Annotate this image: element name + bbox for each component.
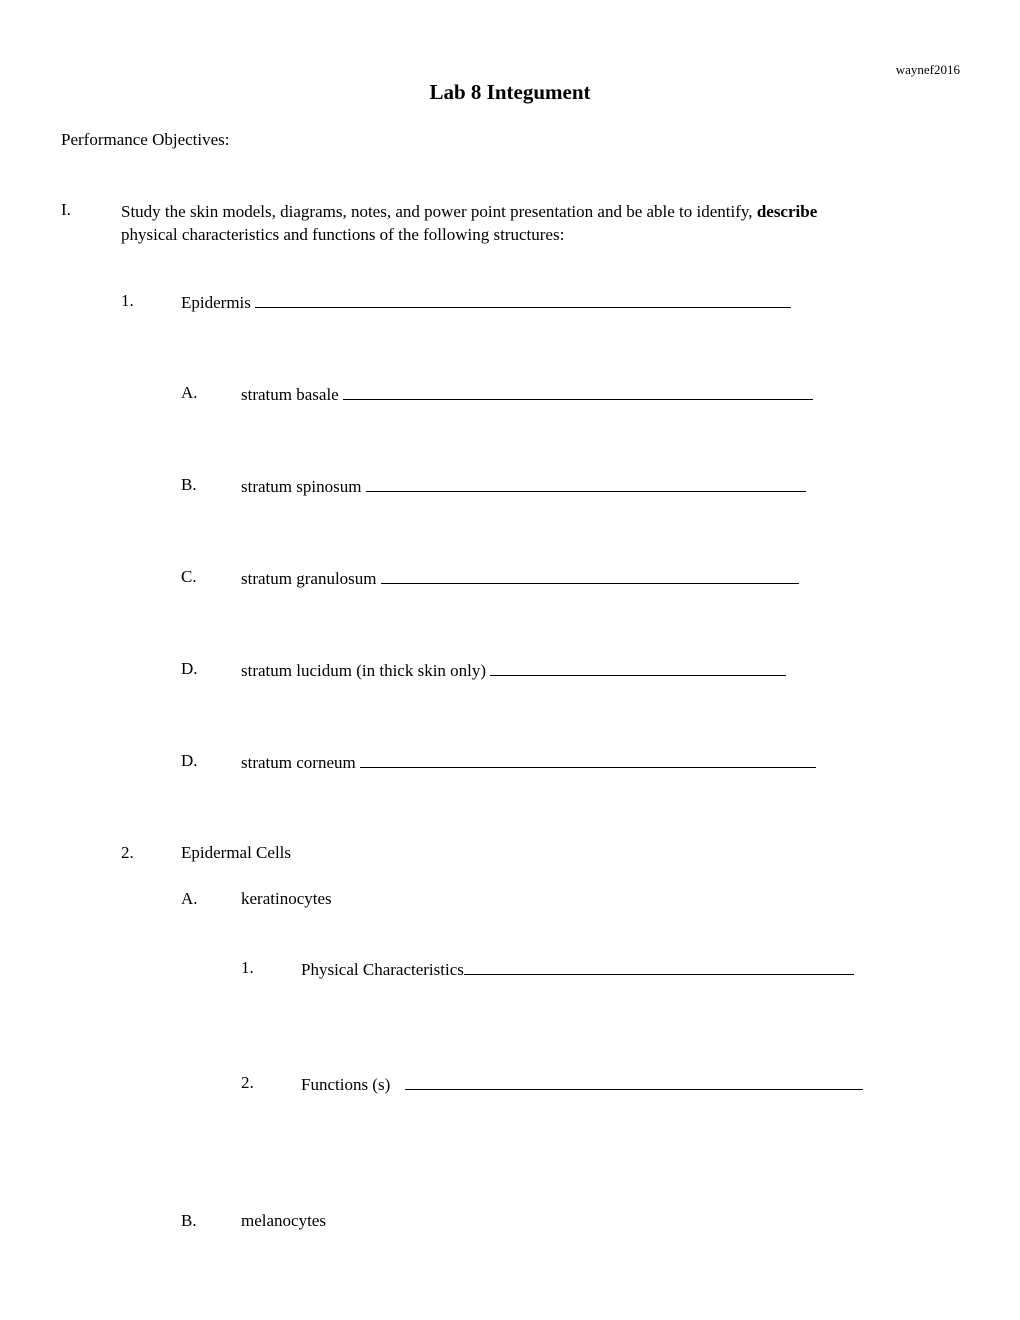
layer-letter: C.	[181, 567, 197, 586]
layer-label: stratum granulosum	[241, 569, 377, 588]
intro-text-start: Study the skin models, diagrams, notes, and power point presentation and be able to identify,	[121, 202, 757, 221]
answer-blank-stratum-lucidum[interactable]	[490, 659, 786, 676]
layer-letter: A.	[181, 383, 198, 402]
layer-label: stratum basale	[241, 385, 339, 404]
answer-blank-physical-characteristics[interactable]	[464, 958, 854, 975]
sub-label: Functions (s)	[301, 1075, 391, 1094]
layer-label: stratum spinosum	[241, 477, 362, 496]
item-label: Epidermis	[181, 293, 251, 312]
intro-bold-word: describe	[756, 202, 818, 221]
section-intro	[121, 200, 841, 246]
cell-label: keratinocytes	[241, 889, 332, 908]
page-title: Lab 8 Integument	[429, 80, 591, 104]
cell-label: melanocytes	[241, 1211, 326, 1230]
answer-blank-functions[interactable]	[405, 1073, 863, 1090]
sub-number: 2.	[241, 1073, 254, 1092]
answer-blank-epidermis[interactable]	[255, 291, 791, 308]
objectives-heading: Performance Objectives:	[61, 130, 230, 149]
intro-text-end: physical characteristics and functions of the following structures:	[121, 225, 565, 244]
sub-label: Physical Characteristics	[301, 960, 464, 979]
answer-blank-stratum-granulosum[interactable]	[381, 567, 799, 584]
layer-label: stratum lucidum (in thick skin only)	[241, 661, 487, 680]
sub-number: 1.	[241, 958, 254, 977]
answer-blank-stratum-spinosum[interactable]	[366, 475, 806, 492]
item-number: 2.	[121, 843, 134, 862]
layer-letter: D.	[181, 659, 198, 678]
layer-label: stratum corneum	[241, 753, 356, 772]
section-numeral: I.	[61, 200, 71, 219]
layer-letter: D.	[181, 751, 198, 770]
document-code: waynef2016	[895, 62, 960, 77]
answer-blank-stratum-corneum[interactable]	[360, 751, 816, 768]
cell-letter: A.	[181, 889, 198, 908]
layer-letter: B.	[181, 475, 197, 494]
answer-blank-stratum-basale[interactable]	[343, 383, 813, 400]
cell-letter: B.	[181, 1211, 197, 1230]
item-number: 1.	[121, 291, 134, 310]
item-label: Epidermal Cells	[181, 843, 292, 862]
